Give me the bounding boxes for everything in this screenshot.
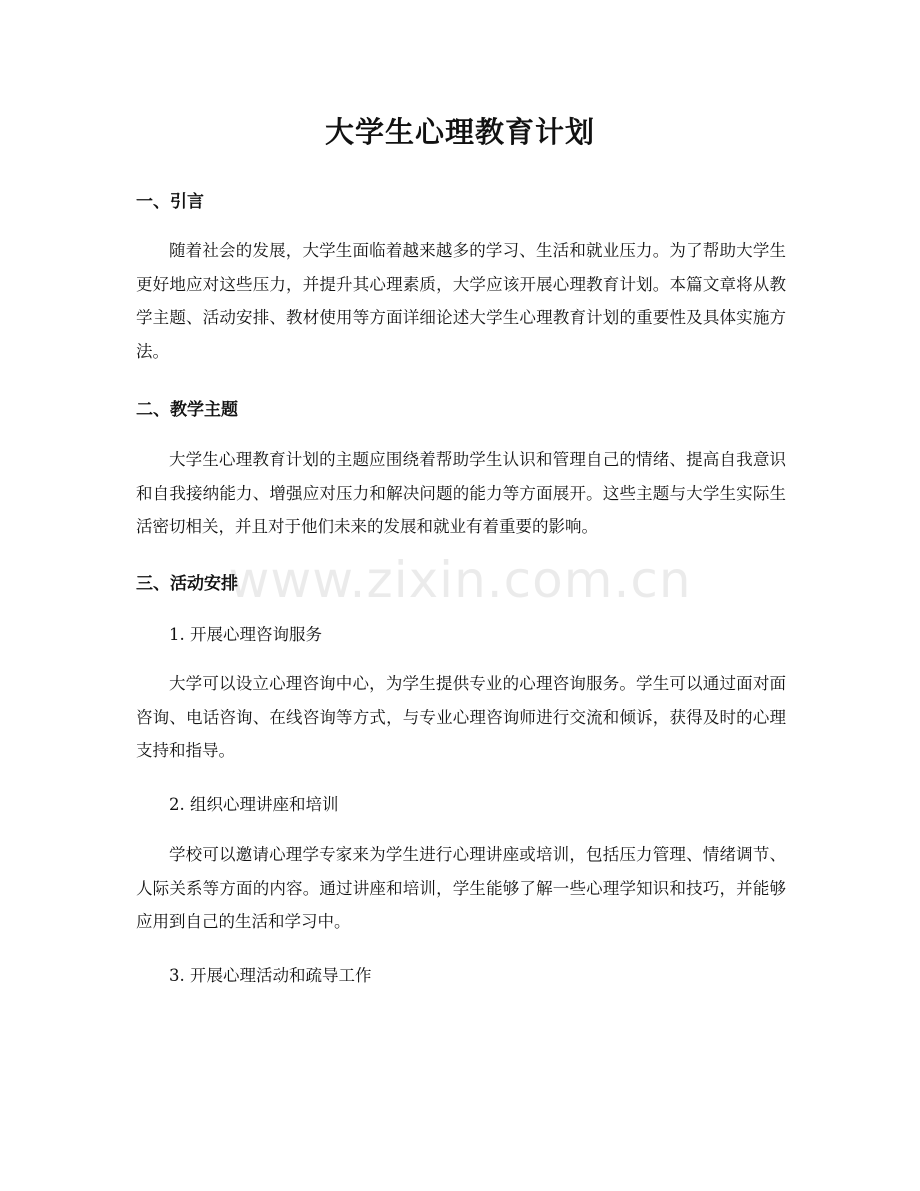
watermark: www.zixin.com.cn: [228, 551, 692, 609]
section-heading-themes: 二、教学主题: [136, 400, 238, 420]
intro-paragraph: 随着社会的发展，大学生面临着越来越多的学习、生活和就业压力。为了帮助大学生更好地应对这些压力，并提升其心理素质，大学应该开展心理教育计划。本篇文章将从教学主题、活动安排、教材使用等方面详细论述大学生心理教育计划的重要性及具体实施方法。: [136, 241, 786, 361]
document-title: 大学生心理教育计划: [324, 115, 595, 149]
activity-item-label: 1. 开展心理咨询服务: [169, 625, 322, 644]
themes-paragraph: 大学生心理教育计划的主题应围绕着帮助学生认识和管理自己的情绪、提高自我意识和自我接纳能力、增强应对压力和解决问题的能力等方面展开。这些主题与大学生实际生活密切相关，并且对于他们未来的发展和就业有着重要的影响。: [136, 450, 786, 536]
section-heading-intro: 一、引言: [136, 192, 204, 212]
activity-item-label: 2. 组织心理讲座和培训: [169, 795, 339, 814]
activity-item-paragraph: 大学可以设立心理咨询中心，为学生提供专业的心理咨询服务。学生可以通过面对面咨询、电话咨询、在线咨询等方式，与专业心理咨询师进行交流和倾诉，获得及时的心理支持和指导。: [136, 674, 786, 760]
section-heading-activities: 三、活动安排: [136, 574, 238, 594]
activity-item-label: 3. 开展心理活动和疏导工作: [169, 966, 372, 985]
activity-item-paragraph: 学校可以邀请心理学专家来为学生进行心理讲座或培训，包括压力管理、情绪调节、人际关系等方面的内容。通过讲座和培训，学生能够了解一些心理学知识和技巧，并能够应用到自己的生活和学习中。: [136, 845, 786, 931]
